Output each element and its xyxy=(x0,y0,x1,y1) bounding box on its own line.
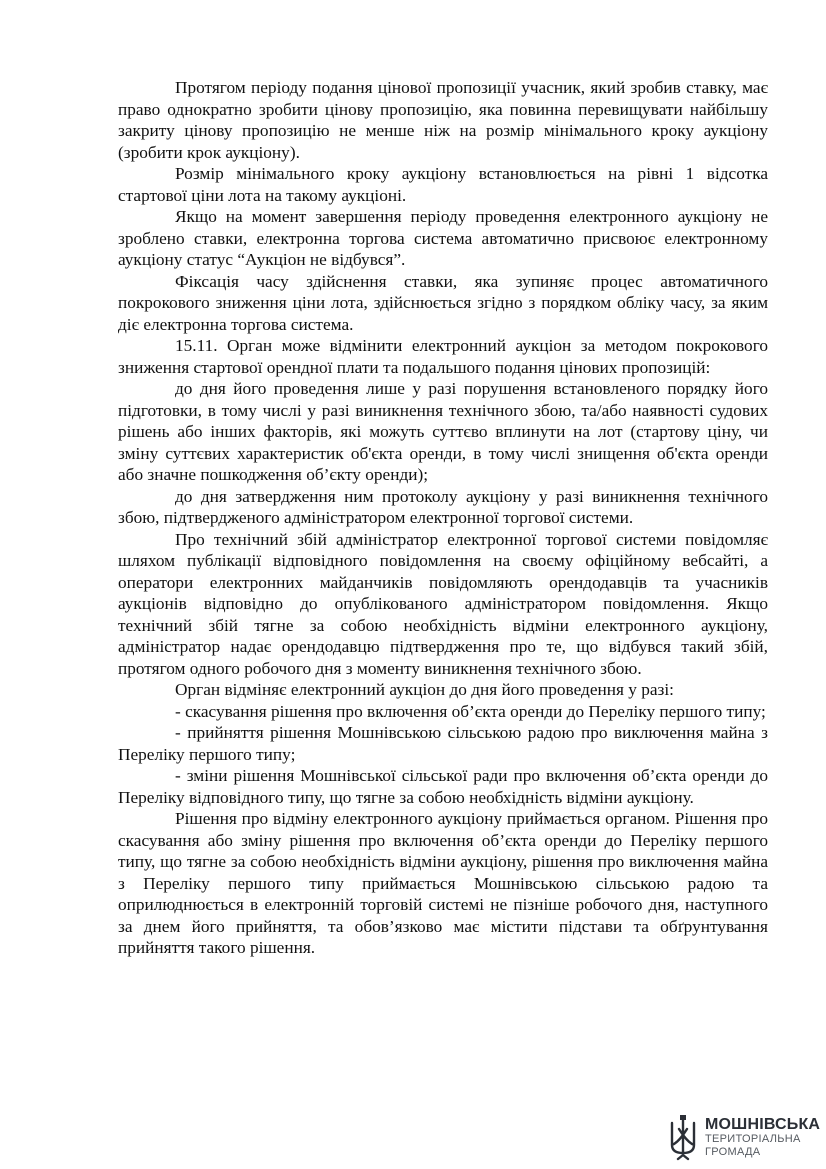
paragraph: Рішення про відміну електронного аукціону приймається органом. Рішення про скасування або зміну рішення про включення об’єкта оренди до Переліку першого типу, що тягне за собою необхідність відміни аукціону, рішення про виключення майна з Переліку першого типу приймається Мошнівською сільською радою та оприлюднюється в електронній торговій системі не пізніше робочого дня, наступного за днем його прийняття, та обов’язково має містити підстави та обґрунтування прийняття такого рішення. xyxy=(118,809,768,957)
logo-subtitle: ГРОМАДА xyxy=(705,1146,761,1158)
paragraph: - зміни рішення Мошнівської сільської ради про включення об’єкта оренди до Переліку відповідного типу, що тягне за собою необхідність відміни аукціону. xyxy=(118,766,768,807)
paragraph: до дня затвердження ним протоколу аукціону у разі виникнення технічного збою, підтвердженого адміністратором електронної торгової системи. xyxy=(118,486,768,527)
paragraph: Про технічний збій адміністратор електронної торгової системи повідомляє шляхом публікації відповідного повідомлення на своєму офіційному вебсайті, а оператори електронних майданчиків повідомляють орендодавців та учасників аукціонів відповідно до опублікованого адміністратором повідомлення. Якщо технічний збій тягне за собою необхідність відміни електронного аукціону, адміністратор надає орендодавцю підтвердження про те, що відбувся такий збій, протягом одного робочого дня з моменту виникнення технічного збою. xyxy=(118,529,768,678)
paragraph: Орган відміняє електронний аукціон до дня його проведення у разі: xyxy=(175,680,674,699)
paragraph: - прийняття рішення Мошнівською сільською радою про виключення майна з Переліку першого типу; xyxy=(118,723,768,764)
paragraph: - скасування рішення про включення об’єкта оренди до Переліку першого типу; xyxy=(175,701,766,721)
logo-subtitle: ТЕРИТОРІАЛЬНА xyxy=(705,1133,801,1145)
paragraph: Протягом періоду подання цінової пропозиції учасник, який зробив ставку, має право однократно зробити цінову пропозицію, яка повинна перевищувати найбільшу закриту цінову пропозицію не менше ніж на розмір мінімального кроку аукціону (зробити крок аукціону). xyxy=(118,78,768,162)
community-logo xyxy=(668,1115,821,1163)
paragraph: до дня його проведення лише у разі порушення встановленого порядку його підготовки, в тому числі у разі виникнення технічного збою, та/або наявності судових рішень або інших факторів, які можуть суттєво вплинути на лот (стартову ціну, чи зміну суттєвих характеристик об'єкта оренди, в тому числі знищення об'єкта оренди або значне пошкодження об’єкту оренди); xyxy=(118,379,768,484)
paragraph: Розмір мінімального кроку аукціону встановлюється на рівні 1 відсотка стартової ціни лота на такому аукціоні. xyxy=(118,164,768,205)
trident-icon xyxy=(668,1115,698,1161)
paragraph: Якщо на момент завершення періоду проведення електронного аукціону не зроблено ставки, електронна торгова система автоматично присвоює електронному аукціону статус “Аукціон не відбувся”. xyxy=(118,207,768,269)
paragraph: 15.11. Орган може відмінити електронний аукціон за методом покрокового зниження стартової орендної плати та подальшого подання цінових пропозицій: xyxy=(118,336,768,377)
document-body xyxy=(118,77,768,959)
logo-title: МОШНІВСЬКА xyxy=(705,1116,821,1133)
paragraph: Фіксація часу здійснення ставки, яка зупиняє процес автоматичного покрокового зниження ціни лота, здійснюється згідно з порядком обліку часу, за яким діє електронна торгова система. xyxy=(118,271,768,334)
logo-text xyxy=(705,1116,820,1159)
